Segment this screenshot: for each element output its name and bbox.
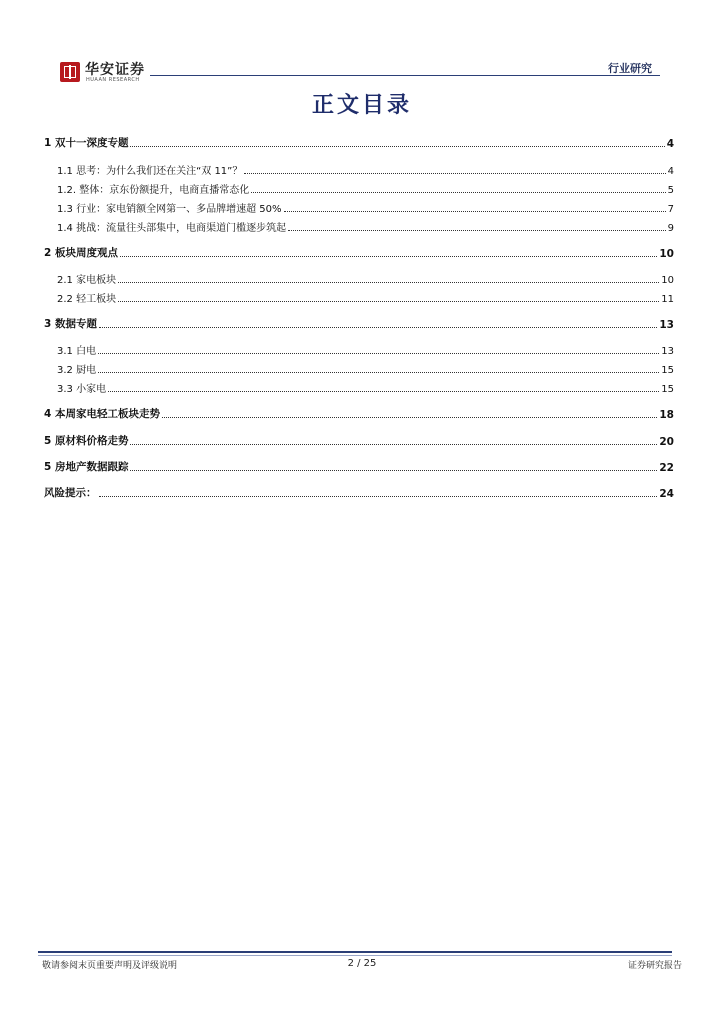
toc-entry-page: 20 bbox=[659, 436, 674, 448]
toc-entry[interactable] bbox=[44, 289, 674, 305]
toc-entry-page: 13 bbox=[659, 319, 674, 331]
toc-entry-page: 5 bbox=[667, 185, 674, 196]
toc-entry-label: 风险提示： bbox=[44, 487, 97, 499]
toc-entry-label: 5 原材料价格走势 bbox=[44, 435, 129, 447]
toc-leader-dots bbox=[251, 192, 665, 193]
footer-rule-thin bbox=[38, 955, 672, 956]
logo-subtitle: HUAAN RESEARCH bbox=[86, 77, 140, 83]
toc-entry[interactable] bbox=[44, 161, 674, 177]
toc-entry-page: 10 bbox=[661, 275, 674, 286]
toc-leader-dots bbox=[284, 211, 666, 212]
toc-leader-dots bbox=[118, 282, 659, 283]
toc-entry-label: 1.4 挑战：流量往头部集中，电商渠道门槛逐步筑起 bbox=[57, 223, 287, 234]
page-number: 2 / 25 bbox=[347, 958, 377, 969]
toc-leader-dots bbox=[118, 301, 659, 302]
toc-entry-label: 2.2 轻工板块 bbox=[57, 294, 117, 305]
toc-entry[interactable] bbox=[44, 458, 674, 474]
toc-entry-label: 1 双十一深度专题 bbox=[44, 137, 129, 149]
toc-entry[interactable] bbox=[44, 360, 674, 376]
toc-entry-page: 11 bbox=[661, 294, 674, 305]
toc-entry-page: 15 bbox=[661, 384, 674, 395]
toc-leader-dots bbox=[98, 372, 659, 373]
toc-entry[interactable] bbox=[44, 315, 674, 331]
toc-entry-page: 22 bbox=[659, 462, 674, 474]
page-title: 正文目录 bbox=[311, 92, 412, 118]
toc-entry[interactable] bbox=[44, 218, 674, 234]
toc-entry[interactable] bbox=[44, 484, 674, 500]
toc-leader-dots bbox=[244, 173, 665, 174]
toc-leader-dots bbox=[130, 146, 664, 147]
toc-entry-label: 1.2. 整体：京东份额提升，电商直播常态化 bbox=[57, 185, 250, 196]
toc-entry[interactable] bbox=[44, 270, 674, 286]
toc-entry[interactable] bbox=[44, 180, 674, 196]
toc-entry-label: 3 数据专题 bbox=[44, 318, 97, 330]
toc-leader-dots bbox=[130, 470, 657, 471]
toc-entry[interactable] bbox=[44, 199, 674, 215]
toc-leader-dots bbox=[98, 353, 659, 354]
toc-entry-page: 4 bbox=[667, 166, 674, 177]
toc-leader-dots bbox=[162, 417, 657, 418]
toc-entry-page: 24 bbox=[659, 488, 674, 500]
toc-entry[interactable] bbox=[44, 379, 674, 395]
toc-leader-dots bbox=[120, 256, 657, 257]
toc-entry-label: 3.1 白电 bbox=[57, 346, 97, 357]
toc-leader-dots bbox=[99, 496, 658, 497]
toc-entry-label: 4 本周家电轻工板块走势 bbox=[44, 408, 160, 420]
toc-entry-page: 15 bbox=[661, 365, 674, 376]
toc-entry-page: 4 bbox=[666, 138, 674, 150]
toc-leader-dots bbox=[130, 444, 657, 445]
toc-entry-label: 1.3 行业：家电销额全网第一、多品牌增速超 50% bbox=[57, 204, 282, 215]
footer-rule bbox=[38, 951, 672, 953]
report-category: 行业研究 bbox=[608, 62, 652, 75]
page-header bbox=[54, 58, 660, 86]
logo-seal-icon bbox=[60, 62, 80, 82]
toc-entry-label: 3.2 厨电 bbox=[57, 365, 97, 376]
header-rule bbox=[150, 75, 660, 76]
toc-entry[interactable] bbox=[44, 341, 674, 357]
toc-entry[interactable] bbox=[44, 134, 674, 150]
toc-entry-page: 18 bbox=[659, 409, 674, 421]
toc-leader-dots bbox=[108, 391, 659, 392]
toc-entry[interactable] bbox=[44, 244, 674, 260]
toc-entry-label: 3.3 小家电 bbox=[57, 384, 107, 395]
toc-entry-label: 5 房地产数据跟踪 bbox=[44, 461, 129, 473]
toc-entry-label: 1.1 思考：为什么我们还在关注“双 11”？ bbox=[57, 166, 243, 177]
toc-entry-page: 9 bbox=[667, 223, 674, 234]
toc-entry-page: 13 bbox=[661, 346, 674, 357]
toc-entry-label: 2.1 家电板块 bbox=[57, 275, 117, 286]
toc-entry[interactable] bbox=[44, 405, 674, 421]
toc-entry-label: 2 板块周度观点 bbox=[44, 247, 118, 259]
footer-disclaimer: 敬请参阅末页重要声明及评级说明 bbox=[42, 961, 178, 971]
footer-report-type: 证券研究报告 bbox=[627, 961, 682, 971]
toc-entry-page: 10 bbox=[659, 248, 674, 260]
toc-entry[interactable] bbox=[44, 432, 674, 448]
toc-leader-dots bbox=[288, 230, 666, 231]
toc-leader-dots bbox=[99, 327, 657, 328]
logo-text: 华安证券 bbox=[85, 62, 145, 78]
toc-entry-page: 7 bbox=[667, 204, 674, 215]
